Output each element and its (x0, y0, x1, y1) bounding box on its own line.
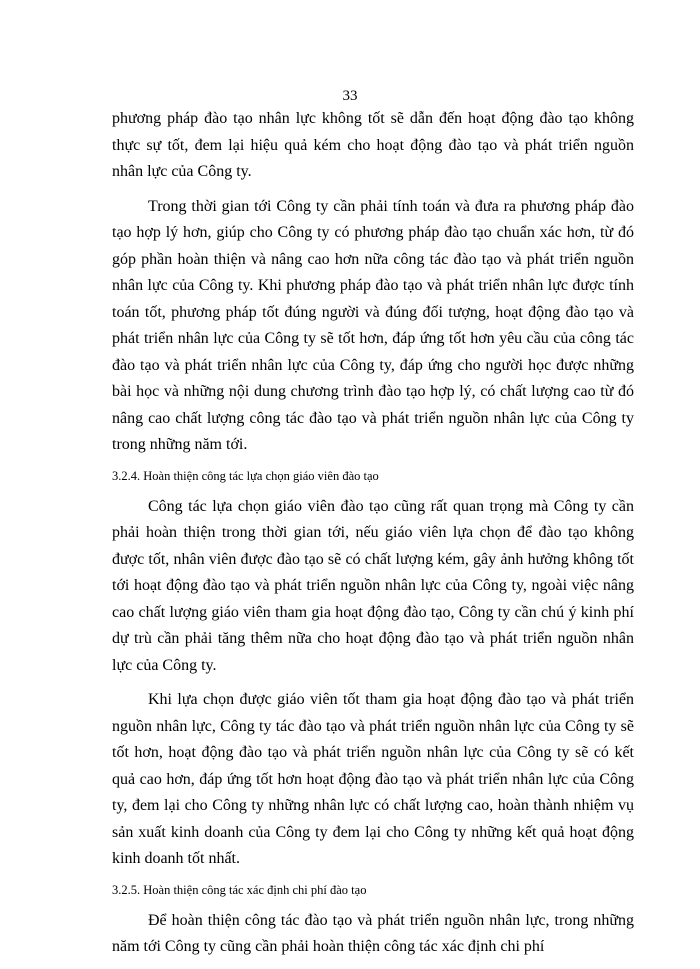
section-heading-3-2-5: 3.2.5. Hoàn thiện công tác xác định chi phí đào tạo (112, 882, 367, 897)
section-heading-3-2-4: 3.2.4. Hoàn thiện công tác lựa chọn giáo viên đào tạo (112, 468, 379, 483)
paragraph-training-cost: Để hoàn thiện công tác đào tạo và phát triển nguồn nhân lực, trong những năm tới Công ty cũng cần phải hoàn thiện công tác xác định chi phí (112, 911, 634, 955)
paragraph-teacher-benefits: Khi lựa chọn được giáo viên tốt tham gia hoạt động đào tạo và phát triển nguồn nhân lực, Công ty tác đào tạo và phát triển nguồn nhân lực của Công ty sẽ tốt hơn, hoạt động đào tạo và phát triển nguồn nhân lực của Công ty sẽ có kết quả cao hơn, đáp ứng tốt hơn hoạt động đào tạo và phát triển nhân lực của Công ty, đem lại cho Công ty những nhân lực có chất lượng cao, hoàn thành nhiệm vụ sản xuất kinh doanh của Công ty đem lại cho Công ty những kết quả hoạt động kinh doanh tốt nhất. (112, 691, 634, 867)
paragraph-continuation: phương pháp đào tạo nhân lực không tốt sẽ dẫn đến hoạt động đào tạo không thực sự tốt, đem lại hiệu quả kém cho hoạt động đào tạo và phát triển nguồn nhân lực của Công ty. (112, 110, 634, 180)
page-number: 33 (342, 88, 358, 104)
paragraph-teacher-selection: Công tác lựa chọn giáo viên đào tạo cũng rất quan trọng mà Công ty cần phải hoàn thiện trong thời gian tới, nếu giáo viên lựa chọn để đào tạo không được tốt, nhân viên được đào tạo sẽ có chất lượng kém, gây ảnh hưởng không tốt tới hoạt động đào tạo và phát triển nguồn nhân lực của Công ty, ngoài việc nâng cao chất lượng giáo viên tham gia hoạt động đào tạo, Công ty cần chú ý kinh phí dự trù cần phải tăng thêm nữa cho hoạt động đào tạo và phát triển nguồn nhân lực của Công ty. (112, 497, 634, 674)
page-content (112, 106, 634, 969)
paragraph-training-method: Trong thời gian tới Công ty cần phải tính toán và đưa ra phương pháp đào tạo hợp lý hơn, giúp cho Công ty có phương pháp đào tạo chuẩn xác hơn, từ đó góp phần hoàn thiện và nâng cao hơn nữa công tác đào tạo và phát triển nguồn nhân lực của Công ty. Khi phương pháp đào tạo và phát triển nhân lực được tính toán tốt, phương pháp tốt đúng người và đúng đối tượng, hoạt động đào tạo và phát triển nhân lực của Công ty sẽ tốt hơn, đáp ứng tốt hơn yêu cầu của công tác đào tạo và phát triển nhân lực của Công ty, đáp ứng cho người học được những bài học và những nội dung chương trình đào tạo hợp lý, có chất lượng cao từ đó nâng cao chất lượng công tác đào tạo và phát triển nguồn nhân lực của Công ty trong những năm tới. (112, 197, 634, 453)
